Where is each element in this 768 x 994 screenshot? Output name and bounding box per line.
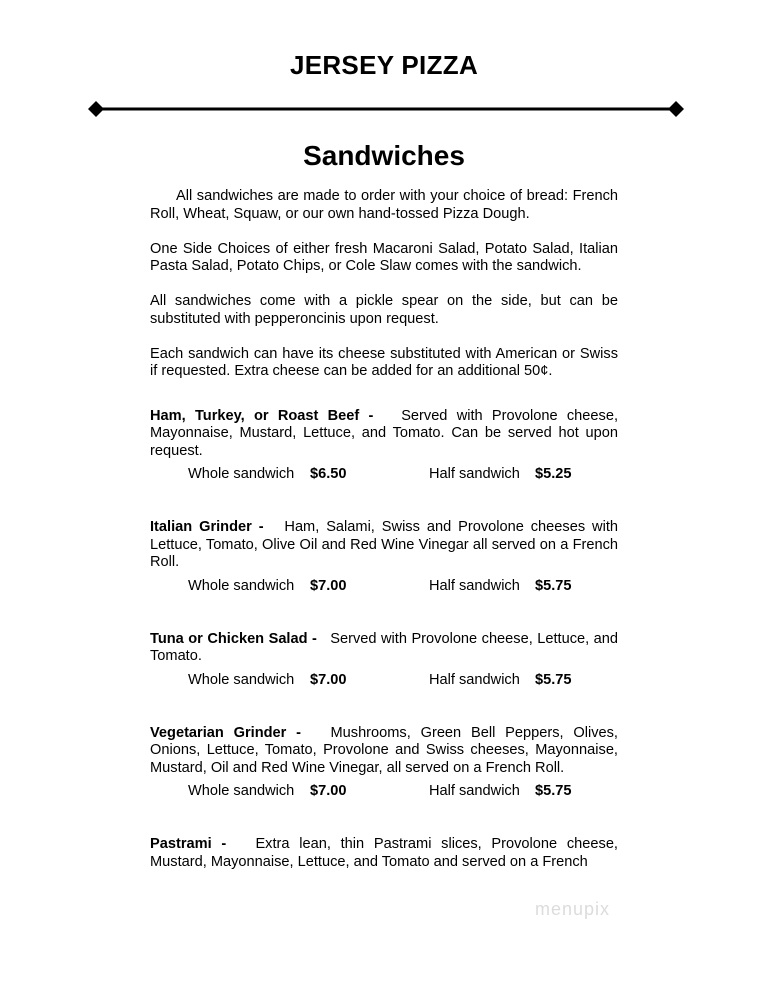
- price-row: [150, 578, 618, 598]
- intro-cheese-paragraph: Each sandwich can have its cheese substituted with American or Swiss if requested. Extra cheese can be added for an additional 50¢.: [150, 345, 618, 379]
- half-sandwich-label: Half sandwich: [429, 466, 520, 482]
- menu-item-text: [150, 408, 618, 461]
- menu-item-name: Tuna or Chicken Salad -: [150, 630, 317, 647]
- whole-sandwich-label: Whole sandwich: [188, 671, 295, 688]
- menu-item-italian-grinder: [150, 519, 618, 598]
- price-row: [150, 783, 618, 803]
- intro-paragraphs: [150, 188, 618, 381]
- menu-item-name: Vegetarian Grinder -: [150, 724, 302, 741]
- menu-item-name: Italian Grinder -: [150, 519, 264, 535]
- menu-item-pastrami: [150, 836, 618, 871]
- menu-item-text: [150, 519, 618, 572]
- section-title: Sandwiches: [303, 140, 465, 171]
- intro-pickle-paragraph: All sandwiches come with a pickle spear on the side, but can be substituted with pepperoncinis upon request.: [150, 293, 618, 327]
- menu-item-description: Served with Provolone cheese, Mayonnaise, Mustard, Lettuce, and Tomato. Can be served hot upon request.: [150, 407, 618, 459]
- menu-item-description: Extra lean, thin Pastrami slices, Provolone cheese, Mustard, Mayonnaise, Lettuce, and Tomato and served on a French: [150, 836, 618, 870]
- restaurant-name: JERSEY PIZZA: [289, 50, 479, 80]
- whole-sandwich-label: Whole sandwich: [188, 783, 295, 799]
- half-sandwich-price: $5.75: [535, 577, 572, 594]
- whole-sandwich-price: $6.50: [310, 466, 347, 482]
- price-row: [150, 672, 618, 692]
- menu-item-ham-turkey-roast-beef: [150, 408, 618, 487]
- half-sandwich-price: $5.25: [535, 466, 572, 482]
- intro-side-paragraph: One Side Choices of either fresh Macaroni Salad, Potato Salad, Italian Pasta Salad, Potato Chips, or Cole Slaw comes with the sandwich.: [150, 240, 618, 274]
- menu-item-text: [150, 836, 618, 871]
- menu-item-description: Ham, Salami, Swiss and Provolone cheeses with Lettuce, Tomato, Olive Oil and Red Wine Vinegar all served on a French Roll.: [150, 519, 618, 570]
- price-row: [150, 466, 618, 486]
- watermark: menupix: [535, 899, 611, 919]
- half-sandwich-label: Half sandwich: [429, 577, 520, 594]
- menu-item-vegetarian-grinder: [150, 725, 618, 804]
- menu-item-tuna-chicken-salad: [150, 631, 618, 692]
- title-divider: [88, 101, 684, 117]
- menu-content: [150, 188, 618, 871]
- whole-sandwich-price: $7.00: [310, 671, 347, 688]
- whole-sandwich-price: $7.00: [310, 577, 347, 594]
- half-sandwich-label: Half sandwich: [429, 671, 520, 688]
- menu-item-description: Mushrooms, Green Bell Peppers, Olives, Onions, Lettuce, Tomato, Provolone and Swiss cheeses, Mayonnaise, Mustard, Oil and Red Wine Vinegar, all served on a French Roll.: [150, 724, 618, 776]
- menu-item-description: Served with Provolone cheese, Lettuce, and Tomato.: [150, 630, 618, 664]
- menu-item-text: [150, 725, 618, 778]
- whole-sandwich-price: $7.00: [310, 783, 347, 799]
- menu-item-name: Pastrami -: [150, 836, 227, 852]
- half-sandwich-label: Half sandwich: [429, 783, 520, 799]
- intro-bread-paragraph: All sandwiches are made to order with your choice of bread: French Roll, Wheat, Squaw, or our own hand-tossed Pizza Dough.: [150, 188, 618, 222]
- menu-item-name: Ham, Turkey, or Roast Beef -: [150, 407, 374, 424]
- whole-sandwich-label: Whole sandwich: [188, 466, 295, 482]
- half-sandwich-price: $5.75: [535, 783, 572, 799]
- whole-sandwich-label: Whole sandwich: [188, 577, 295, 594]
- half-sandwich-price: $5.75: [535, 671, 572, 688]
- menu-item-text: [150, 631, 618, 666]
